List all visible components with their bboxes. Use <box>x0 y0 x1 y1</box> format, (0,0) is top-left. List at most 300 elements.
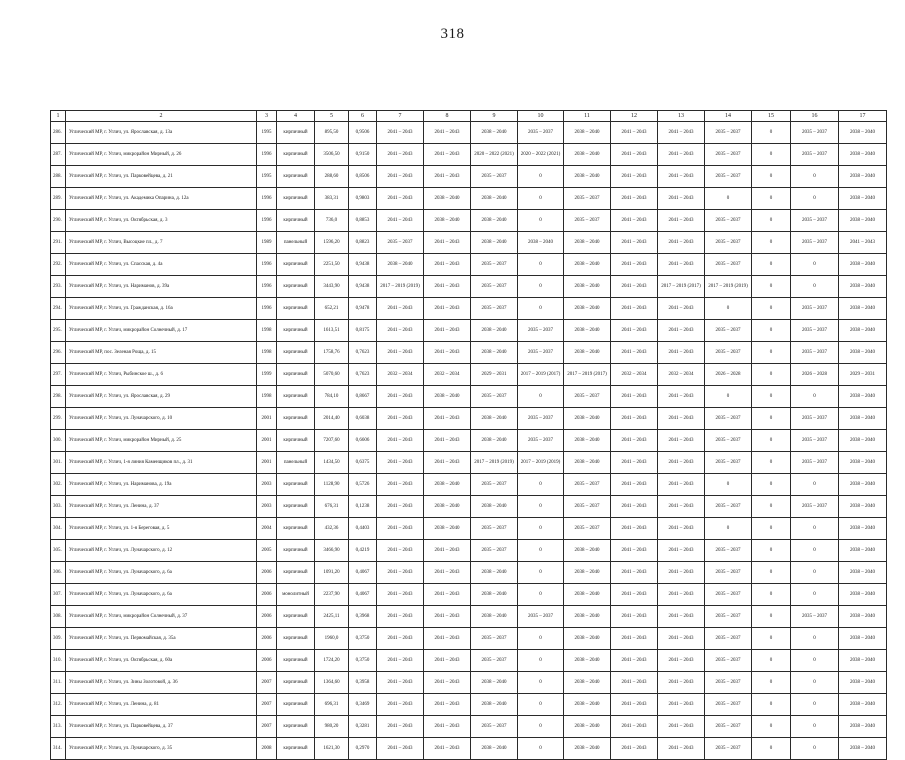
cell-period-col-10: 0 <box>518 716 564 738</box>
cell-period-col-14: 2035 – 2037 <box>705 430 752 452</box>
cell-period-col-14: 0 <box>705 386 752 408</box>
cell-period-col-14: 2035 – 2037 <box>705 342 752 364</box>
table-row <box>51 716 887 738</box>
table-row <box>51 540 887 562</box>
cell-period-col-8: 2041 – 2043 <box>424 650 471 672</box>
cell-period-col-10: 0 <box>518 650 564 672</box>
cell-period-col-16: 2035 – 2037 <box>791 606 839 628</box>
cell-period-col-14: 2035 – 2037 <box>705 650 752 672</box>
cell-period-col-16: 2035 – 2037 <box>791 210 839 232</box>
cell-wear-coefficient: 0,3281 <box>349 716 377 738</box>
cell-address: Углический МР, пос. Зеленая Роща, д. 15 <box>66 342 257 364</box>
cell-row-number: 303. <box>51 496 66 518</box>
cell-period-col-15: 0 <box>752 232 791 254</box>
cell-period-col-16: 2035 – 2037 <box>791 122 839 144</box>
cell-period-col-16: 2035 – 2037 <box>791 232 839 254</box>
cell-wall-material: кирпичный <box>277 386 315 408</box>
cell-period-col-9: 2035 – 2037 <box>471 628 518 650</box>
cell-period-col-12: 2041 – 2043 <box>611 298 658 320</box>
cell-period-col-17: 2038 – 2040 <box>839 474 887 496</box>
cell-period-col-17: 2038 – 2040 <box>839 188 887 210</box>
cell-period-col-8: 2041 – 2043 <box>424 672 471 694</box>
cell-wear-coefficient: 0,9478 <box>349 298 377 320</box>
cell-period-col-16: 2026 – 2028 <box>791 364 839 386</box>
cell-period-col-14: 2026 – 2028 <box>705 364 752 386</box>
cell-period-col-12: 2041 – 2043 <box>611 584 658 606</box>
cell-year-built: 2006 <box>257 650 277 672</box>
cell-period-col-15: 0 <box>752 144 791 166</box>
column-header: 13 <box>658 111 705 122</box>
cell-wear-coefficient: 0,6606 <box>349 430 377 452</box>
cell-period-col-13: 2032 – 2034 <box>658 364 705 386</box>
cell-wall-material: кирпичный <box>277 540 315 562</box>
cell-period-col-10: 2035 – 2037 <box>518 320 564 342</box>
cell-period-col-11: 2038 – 2040 <box>564 408 611 430</box>
table-row <box>51 474 887 496</box>
cell-period-col-15: 0 <box>752 584 791 606</box>
cell-period-col-7: 2041 – 2043 <box>377 298 424 320</box>
cell-row-number: 306. <box>51 562 66 584</box>
column-header: 1 <box>51 111 66 122</box>
cell-period-col-16: 2035 – 2037 <box>791 408 839 430</box>
cell-year-built: 1995 <box>257 122 277 144</box>
cell-wall-material: кирпичный <box>277 474 315 496</box>
cell-period-col-15: 0 <box>752 606 791 628</box>
table-row <box>51 496 887 518</box>
cell-period-col-11: 2038 – 2040 <box>564 430 611 452</box>
cell-period-col-16: 2035 – 2037 <box>791 452 839 474</box>
cell-period-col-14: 2035 – 2037 <box>705 540 752 562</box>
cell-period-col-12: 2032 – 2034 <box>611 364 658 386</box>
table-row <box>51 606 887 628</box>
cell-period-col-16: 0 <box>791 540 839 562</box>
cell-year-built: 2001 <box>257 408 277 430</box>
cell-period-col-10: 2035 – 2037 <box>518 342 564 364</box>
cell-period-col-12: 2041 – 2043 <box>611 386 658 408</box>
cell-period-col-7: 2041 – 2043 <box>377 716 424 738</box>
cell-period-col-9: 2038 – 2040 <box>471 606 518 628</box>
cell-period-col-10: 0 <box>518 584 564 606</box>
cell-period-col-13: 2041 – 2043 <box>658 606 705 628</box>
cell-area: 895,50 <box>315 122 349 144</box>
table-row <box>51 320 887 342</box>
cell-period-col-14: 2035 – 2037 <box>705 254 752 276</box>
cell-period-col-9: 2035 – 2037 <box>471 518 518 540</box>
cell-period-col-13: 2041 – 2043 <box>658 628 705 650</box>
cell-period-col-7: 2041 – 2043 <box>377 606 424 628</box>
cell-wear-coefficient: 0,3750 <box>349 650 377 672</box>
cell-address: Углический МР, г. Углич, микрорайон Солнечный, д. 17 <box>66 320 257 342</box>
cell-period-col-17: 2038 – 2040 <box>839 408 887 430</box>
cell-year-built: 1998 <box>257 320 277 342</box>
cell-period-col-16: 2035 – 2037 <box>791 144 839 166</box>
cell-period-col-8: 2041 – 2043 <box>424 166 471 188</box>
cell-period-col-8: 2041 – 2043 <box>424 320 471 342</box>
cell-period-col-16: 0 <box>791 518 839 540</box>
cell-wear-coefficient: 0,2970 <box>349 738 377 760</box>
cell-period-col-10: 0 <box>518 562 564 584</box>
cell-period-col-17: 2038 – 2040 <box>839 540 887 562</box>
cell-period-col-7: 2041 – 2043 <box>377 672 424 694</box>
cell-period-col-10: 2017 – 2019 (2019) <box>518 452 564 474</box>
cell-period-col-12: 2041 – 2043 <box>611 342 658 364</box>
cell-address: Углический МР, г. Углич, ул. Ярославская, д. 13а <box>66 122 257 144</box>
cell-period-col-9: 2020 – 2022 (2021) <box>471 144 518 166</box>
column-header: 10 <box>518 111 564 122</box>
cell-period-col-14: 2035 – 2037 <box>705 606 752 628</box>
cell-period-col-14: 2035 – 2037 <box>705 232 752 254</box>
cell-period-col-11: 2035 – 2037 <box>564 188 611 210</box>
cell-period-col-14: 2035 – 2037 <box>705 320 752 342</box>
cell-wear-coefficient: 0,4067 <box>349 584 377 606</box>
cell-address: Углический МР, г. Углич, микрорайон Солнечный, д. 37 <box>66 606 257 628</box>
cell-period-col-14: 0 <box>705 474 752 496</box>
cell-period-col-12: 2041 – 2043 <box>611 518 658 540</box>
cell-wall-material: кирпичный <box>277 320 315 342</box>
cell-period-col-10: 2035 – 2037 <box>518 606 564 628</box>
cell-period-col-7: 2041 – 2043 <box>377 386 424 408</box>
cell-period-col-11: 2035 – 2037 <box>564 518 611 540</box>
cell-period-col-15: 0 <box>752 496 791 518</box>
cell-area: 383,31 <box>315 188 349 210</box>
cell-period-col-16: 0 <box>791 276 839 298</box>
cell-period-col-7: 2041 – 2043 <box>377 562 424 584</box>
cell-period-col-17: 2038 – 2040 <box>839 254 887 276</box>
cell-period-col-11: 2038 – 2040 <box>564 606 611 628</box>
cell-period-col-11: 2038 – 2040 <box>564 276 611 298</box>
cell-wall-material: монолитный <box>277 584 315 606</box>
cell-period-col-17: 2038 – 2040 <box>839 716 887 738</box>
cell-wall-material: кирпичный <box>277 430 315 452</box>
cell-period-col-16: 2035 – 2037 <box>791 342 839 364</box>
column-header: 7 <box>377 111 424 122</box>
cell-address: Углический МР, г. Углич, ул. Гражданская, д. 16а <box>66 298 257 320</box>
cell-address: Углический МР, г. Углич, ул. Луначарского, д. 35 <box>66 738 257 760</box>
cell-period-col-11: 2038 – 2040 <box>564 584 611 606</box>
cell-period-col-8: 2041 – 2043 <box>424 606 471 628</box>
cell-period-col-8: 2041 – 2043 <box>424 298 471 320</box>
cell-period-col-14: 0 <box>705 188 752 210</box>
cell-period-col-11: 2035 – 2037 <box>564 474 611 496</box>
cell-period-col-16: 0 <box>791 562 839 584</box>
cell-row-number: 287. <box>51 144 66 166</box>
cell-period-col-15: 0 <box>752 540 791 562</box>
cell-wear-coefficient: 0,6038 <box>349 408 377 430</box>
cell-address: Углический МР, г. Углич, ул. Луначарского, д. 10 <box>66 408 257 430</box>
cell-period-col-8: 2041 – 2043 <box>424 276 471 298</box>
table-row <box>51 122 887 144</box>
cell-year-built: 2006 <box>257 628 277 650</box>
cell-row-number: 307. <box>51 584 66 606</box>
cell-year-built: 1996 <box>257 254 277 276</box>
cell-period-col-17: 2038 – 2040 <box>839 122 887 144</box>
cell-period-col-11: 2038 – 2040 <box>564 144 611 166</box>
cell-period-col-15: 0 <box>752 672 791 694</box>
cell-period-col-9: 2038 – 2040 <box>471 496 518 518</box>
table-row <box>51 144 887 166</box>
cell-period-col-15: 0 <box>752 298 791 320</box>
cell-period-col-13: 2041 – 2043 <box>658 232 705 254</box>
cell-address: Углический МР, г. Углич, ул. Октябрьская, д. 60а <box>66 650 257 672</box>
cell-period-col-9: 2035 – 2037 <box>471 650 518 672</box>
cell-period-col-11: 2038 – 2040 <box>564 254 611 276</box>
cell-period-col-9: 2035 – 2037 <box>471 254 518 276</box>
cell-period-col-7: 2041 – 2043 <box>377 342 424 364</box>
cell-period-col-10: 0 <box>518 738 564 760</box>
table-row <box>51 232 887 254</box>
cell-period-col-17: 2038 – 2040 <box>839 628 887 650</box>
cell-wear-coefficient: 0,8175 <box>349 320 377 342</box>
cell-year-built: 1998 <box>257 386 277 408</box>
cell-year-built: 2003 <box>257 474 277 496</box>
cell-period-col-16: 2035 – 2037 <box>791 298 839 320</box>
cell-period-col-12: 2041 – 2043 <box>611 254 658 276</box>
cell-period-col-13: 2041 – 2043 <box>658 298 705 320</box>
cell-period-col-10: 2038 – 2040 <box>518 232 564 254</box>
cell-period-col-9: 2038 – 2040 <box>471 430 518 452</box>
cell-period-col-16: 0 <box>791 628 839 650</box>
cell-period-col-15: 0 <box>752 518 791 540</box>
cell-period-col-14: 2035 – 2037 <box>705 694 752 716</box>
cell-period-col-12: 2041 – 2043 <box>611 672 658 694</box>
cell-period-col-9: 2038 – 2040 <box>471 188 518 210</box>
cell-period-col-15: 0 <box>752 738 791 760</box>
cell-period-col-12: 2041 – 2043 <box>611 122 658 144</box>
cell-period-col-7: 2041 – 2043 <box>377 496 424 518</box>
cell-period-col-16: 0 <box>791 672 839 694</box>
cell-row-number: 308. <box>51 606 66 628</box>
cell-wear-coefficient: 0,5726 <box>349 474 377 496</box>
cell-period-col-14: 2035 – 2037 <box>705 738 752 760</box>
cell-period-col-14: 2035 – 2037 <box>705 210 752 232</box>
cell-address: Углический МР, г. Углич, ул. Спасская, д. 4а <box>66 254 257 276</box>
cell-period-col-11: 2038 – 2040 <box>564 540 611 562</box>
cell-period-col-16: 0 <box>791 474 839 496</box>
cell-wall-material: кирпичный <box>277 628 315 650</box>
cell-address: Углический МР, г. Углич, ул. Зины Золотовой, д. 36 <box>66 672 257 694</box>
cell-area: 2251,50 <box>315 254 349 276</box>
cell-period-col-9: 2038 – 2040 <box>471 562 518 584</box>
cell-wear-coefficient: 0,8823 <box>349 232 377 254</box>
cell-year-built: 2005 <box>257 540 277 562</box>
cell-period-col-13: 2041 – 2043 <box>658 386 705 408</box>
cell-address: Углический МР, г. Углич, ул. Ленина, д. 37 <box>66 496 257 518</box>
cell-wall-material: кирпичный <box>277 694 315 716</box>
cell-period-col-17: 2038 – 2040 <box>839 496 887 518</box>
cell-period-col-13: 2041 – 2043 <box>658 518 705 540</box>
cell-wear-coefficient: 0,8853 <box>349 210 377 232</box>
cell-year-built: 1989 <box>257 232 277 254</box>
cell-wall-material: кирпичный <box>277 342 315 364</box>
cell-period-col-12: 2041 – 2043 <box>611 166 658 188</box>
cell-year-built: 1995 <box>257 166 277 188</box>
cell-period-col-14: 2035 – 2037 <box>705 496 752 518</box>
cell-period-col-16: 0 <box>791 716 839 738</box>
cell-period-col-11: 2035 – 2037 <box>564 386 611 408</box>
table-row <box>51 386 887 408</box>
cell-period-col-8: 2038 – 2040 <box>424 474 471 496</box>
cell-area: 1596,20 <box>315 232 349 254</box>
cell-period-col-7: 2041 – 2043 <box>377 166 424 188</box>
cell-period-col-7: 2041 – 2043 <box>377 628 424 650</box>
cell-period-col-12: 2041 – 2043 <box>611 562 658 584</box>
column-header: 8 <box>424 111 471 122</box>
cell-period-col-12: 2041 – 2043 <box>611 716 658 738</box>
column-header: 14 <box>705 111 752 122</box>
cell-period-col-12: 2041 – 2043 <box>611 694 658 716</box>
table-row <box>51 562 887 584</box>
cell-period-col-11: 2038 – 2040 <box>564 232 611 254</box>
cell-year-built: 2007 <box>257 672 277 694</box>
cell-wear-coefficient: 0,3750 <box>349 628 377 650</box>
cell-period-col-10: 0 <box>518 386 564 408</box>
cell-period-col-17: 2038 – 2040 <box>839 298 887 320</box>
cell-period-col-16: 0 <box>791 386 839 408</box>
cell-period-col-15: 0 <box>752 320 791 342</box>
table-row <box>51 408 887 430</box>
cell-period-col-12: 2041 – 2043 <box>611 320 658 342</box>
cell-period-col-10: 2017 – 2019 (2017) <box>518 364 564 386</box>
cell-wear-coefficient: 0,3968 <box>349 606 377 628</box>
cell-period-col-15: 0 <box>752 386 791 408</box>
cell-wear-coefficient: 0,9803 <box>349 188 377 210</box>
cell-period-col-15: 0 <box>752 628 791 650</box>
cell-wear-coefficient: 0,4067 <box>349 562 377 584</box>
cell-wear-coefficient: 0,3958 <box>349 672 377 694</box>
column-header: 16 <box>791 111 839 122</box>
cell-wear-coefficient: 0,8506 <box>349 166 377 188</box>
cell-period-col-8: 2038 – 2040 <box>424 518 471 540</box>
cell-year-built: 2006 <box>257 584 277 606</box>
cell-period-col-16: 0 <box>791 254 839 276</box>
cell-row-number: 291. <box>51 232 66 254</box>
cell-row-number: 298. <box>51 386 66 408</box>
cell-wear-coefficient: 0,4219 <box>349 540 377 562</box>
cell-wall-material: кирпичный <box>277 188 315 210</box>
cell-period-col-13: 2041 – 2043 <box>658 408 705 430</box>
cell-row-number: 300. <box>51 430 66 452</box>
table-row <box>51 188 887 210</box>
cell-period-col-9: 2038 – 2040 <box>471 584 518 606</box>
cell-period-col-13: 2041 – 2043 <box>658 188 705 210</box>
cell-period-col-10: 0 <box>518 540 564 562</box>
cell-period-col-13: 2041 – 2043 <box>658 694 705 716</box>
cell-period-col-10: 2035 – 2037 <box>518 122 564 144</box>
cell-period-col-10: 0 <box>518 694 564 716</box>
cell-period-col-16: 2035 – 2037 <box>791 320 839 342</box>
cell-row-number: 309. <box>51 628 66 650</box>
cell-period-col-9: 2035 – 2037 <box>471 298 518 320</box>
cell-period-col-8: 2041 – 2043 <box>424 254 471 276</box>
cell-period-col-17: 2038 – 2040 <box>839 166 887 188</box>
cell-period-col-13: 2041 – 2043 <box>658 540 705 562</box>
cell-area: 2425,11 <box>315 606 349 628</box>
cell-period-col-10: 0 <box>518 496 564 518</box>
cell-period-col-13: 2041 – 2043 <box>658 430 705 452</box>
cell-period-col-17: 2038 – 2040 <box>839 210 887 232</box>
cell-period-col-7: 2041 – 2043 <box>377 584 424 606</box>
cell-period-col-13: 2041 – 2043 <box>658 210 705 232</box>
cell-row-number: 312. <box>51 694 66 716</box>
cell-period-col-13: 2017 – 2019 (2017) <box>658 276 705 298</box>
cell-period-col-13: 2041 – 2043 <box>658 474 705 496</box>
cell-period-col-14: 2035 – 2037 <box>705 452 752 474</box>
table-row <box>51 518 887 540</box>
column-header: 9 <box>471 111 518 122</box>
cell-wall-material: кирпичный <box>277 606 315 628</box>
cell-area: 5070,60 <box>315 364 349 386</box>
cell-wear-coefficient: 0,1238 <box>349 496 377 518</box>
cell-period-col-8: 2038 – 2040 <box>424 496 471 518</box>
cell-row-number: 292. <box>51 254 66 276</box>
table-body <box>51 122 887 760</box>
cell-period-col-17: 2038 – 2040 <box>839 452 887 474</box>
cell-period-col-7: 2035 – 2037 <box>377 232 424 254</box>
cell-period-col-12: 2041 – 2043 <box>611 474 658 496</box>
cell-period-col-17: 2038 – 2040 <box>839 694 887 716</box>
cell-period-col-17: 2038 – 2040 <box>839 606 887 628</box>
cell-period-col-13: 2041 – 2043 <box>658 584 705 606</box>
cell-period-col-16: 0 <box>791 738 839 760</box>
cell-period-col-7: 2041 – 2043 <box>377 122 424 144</box>
cell-period-col-13: 2041 – 2043 <box>658 738 705 760</box>
cell-period-col-16: 2035 – 2037 <box>791 430 839 452</box>
cell-period-col-11: 2038 – 2040 <box>564 320 611 342</box>
cell-period-col-10: 2035 – 2037 <box>518 430 564 452</box>
table-row <box>51 650 887 672</box>
cell-period-col-8: 2041 – 2043 <box>424 716 471 738</box>
cell-period-col-8: 2032 – 2034 <box>424 364 471 386</box>
cell-period-col-11: 2038 – 2040 <box>564 716 611 738</box>
cell-period-col-12: 2041 – 2043 <box>611 408 658 430</box>
cell-period-col-13: 2041 – 2043 <box>658 166 705 188</box>
cell-address: Углический МР, г. Углич, ул. Луначарского, д. 6а <box>66 584 257 606</box>
cell-period-col-12: 2041 – 2043 <box>611 210 658 232</box>
cell-period-col-10: 0 <box>518 188 564 210</box>
cell-row-number: 289. <box>51 188 66 210</box>
cell-area: 2014,40 <box>315 408 349 430</box>
cell-period-col-13: 2041 – 2043 <box>658 254 705 276</box>
cell-wall-material: кирпичный <box>277 364 315 386</box>
cell-area: 1364,60 <box>315 672 349 694</box>
column-header: 6 <box>349 111 377 122</box>
table-row <box>51 452 887 474</box>
cell-period-col-10: 0 <box>518 628 564 650</box>
cell-period-col-13: 2041 – 2043 <box>658 320 705 342</box>
cell-period-col-13: 2041 – 2043 <box>658 342 705 364</box>
cell-period-col-14: 2035 – 2037 <box>705 562 752 584</box>
table-row <box>51 430 887 452</box>
cell-row-number: 299. <box>51 408 66 430</box>
cell-period-col-14: 2035 – 2037 <box>705 408 752 430</box>
cell-period-col-15: 0 <box>752 650 791 672</box>
cell-address: Углический МР, г. Углич, ул. Октябрьская, д. 3 <box>66 210 257 232</box>
cell-period-col-9: 2035 – 2037 <box>471 276 518 298</box>
cell-wall-material: кирпичный <box>277 496 315 518</box>
cell-period-col-15: 0 <box>752 474 791 496</box>
cell-period-col-15: 0 <box>752 408 791 430</box>
cell-address: Углический МР, г. Углич, 1-я линия Каменщиков пл., д. 31 <box>66 452 257 474</box>
cell-period-col-7: 2041 – 2043 <box>377 452 424 474</box>
cell-row-number: 290. <box>51 210 66 232</box>
cell-period-col-8: 2038 – 2040 <box>424 386 471 408</box>
cell-row-number: 288. <box>51 166 66 188</box>
cell-area: 3506,50 <box>315 144 349 166</box>
cell-period-col-15: 0 <box>752 188 791 210</box>
cell-period-col-10: 2035 – 2037 <box>518 408 564 430</box>
cell-period-col-11: 2017 – 2019 (2017) <box>564 364 611 386</box>
table-row <box>51 166 887 188</box>
